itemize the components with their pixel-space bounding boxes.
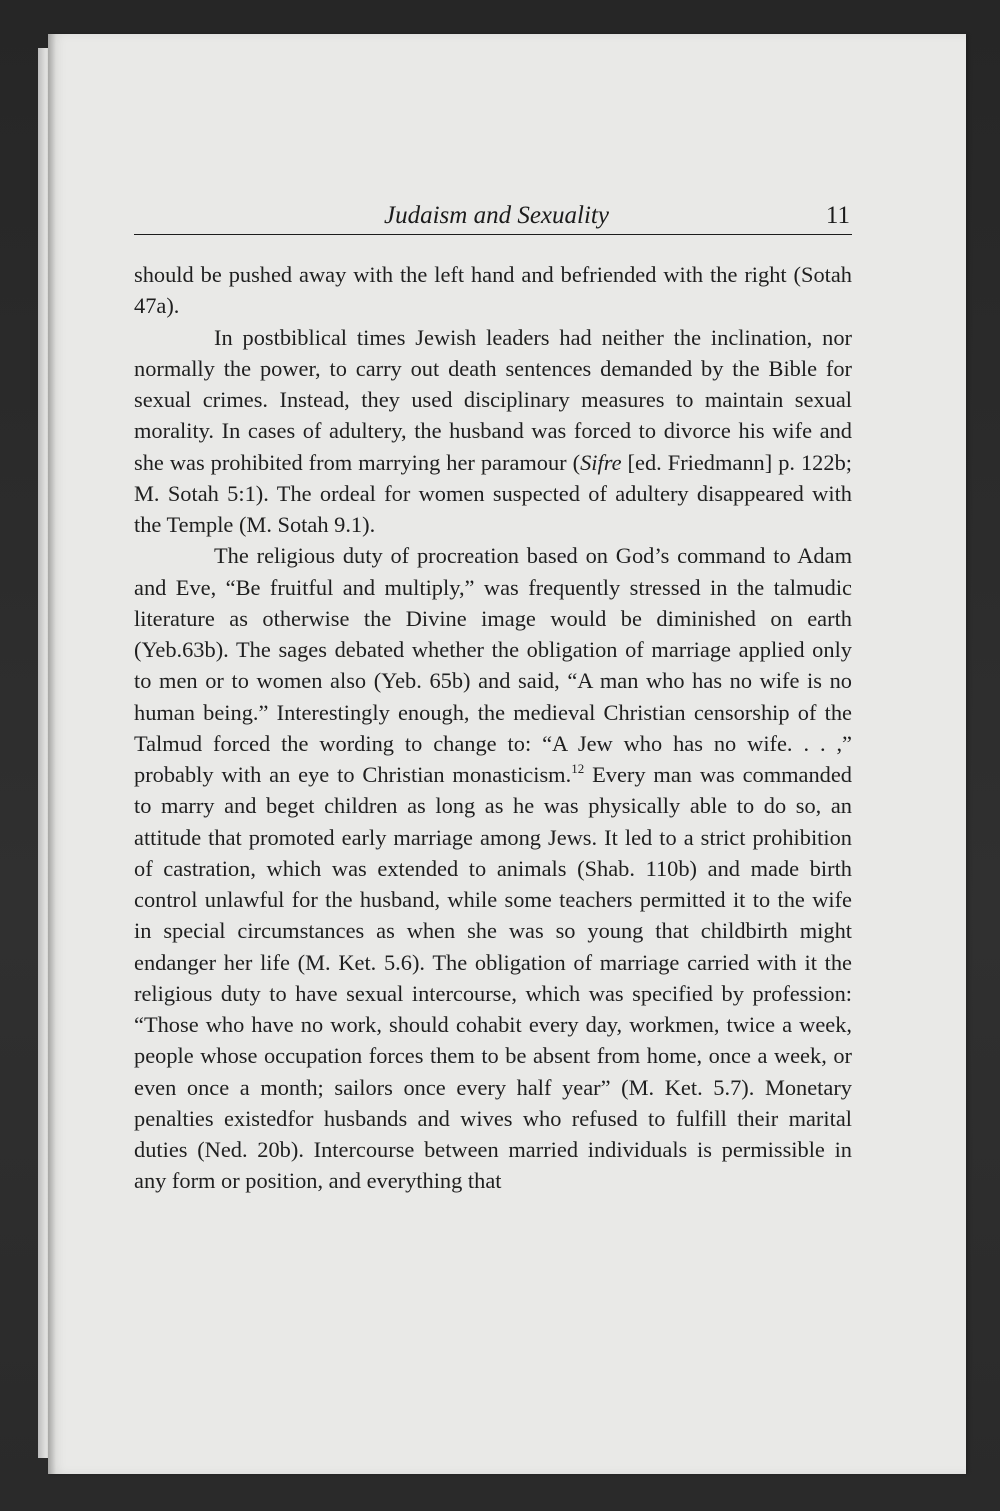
sifre-italic: Sifre [580,449,622,475]
page-number: 11 [825,202,850,229]
footnote-reference: 12 [571,761,585,776]
body-text [134,259,852,1197]
paragraph-1: should be pushed away with the left hand and befriended with the right (Sotah 47a). [134,262,852,319]
paragraph-2 [134,322,852,541]
paragraph-3-text-b: Every man was commanded to marry and beget children as long as he was physically able to do so, an attitude that promoted early marriage among Jews. It led to a strict prohibition of castration, which was extended to animals (Shab. 110b) and made birth control unlawful for the husband, while some teachers permitted it to the wife in special circumstances as when she was so young that childbirth might endanger her life (M. Ket. 5.6). The obligation of marriage carried with it the religious duty to have sexual intercourse, which was specified by profession: “Those who have no work, should cohabit every day, workmen, twice a week, people whose occupation forces them to be absent from home, once a week, or even once a month; sailors once every half year” (M. Ket. 5.7). Monetary penalties existedfor husbands and wives who refused to fulfill their marital duties (Ned. 20b). Intercourse between married individuals is permissible in any form or position, and everything that [134,762,852,1194]
paragraph-3-text-a: The religious duty of procreation based on God’s command to Adam and Eve, “Be fruitful and multiply,” was frequently stressed in the talmudic literature as otherwise the Divine image would be diminished on earth (Yeb.63b). The sages debated whether the obligation of marriage applied only to men or to women also (Yeb. 65b) and said, “A man who has no wife is no human being.” Interestingly enough, the medieval Christian censorship of the Talmud forced the wording to change to: “A Jew who has no wife. . . ,” probably with an eye to Christian monasticism. [134,543,852,787]
running-header [134,200,852,235]
paragraph-2-text-b: [ed. Friedmann] p. 122b; M. Sotah 5:1). The ordeal for women suspected of adultery disappeared with the Temple (M. Sotah 9.1). [134,449,852,537]
gutter-shadow [48,34,56,1474]
paragraph-3 [134,540,852,1196]
paragraph-2-text-a: In postbiblical times Jewish leaders had neither the inclination, nor normally the power, to carry out death sentences demanded by the Bible for sexual crimes. Instead, they used disciplinary measures to maintain sexual morality. In cases of adultery, the husband was forced to divorce his wife and she was prohibited from marrying her paramour ( [134,324,852,475]
running-title: Judaism and Sexuality [384,202,609,229]
